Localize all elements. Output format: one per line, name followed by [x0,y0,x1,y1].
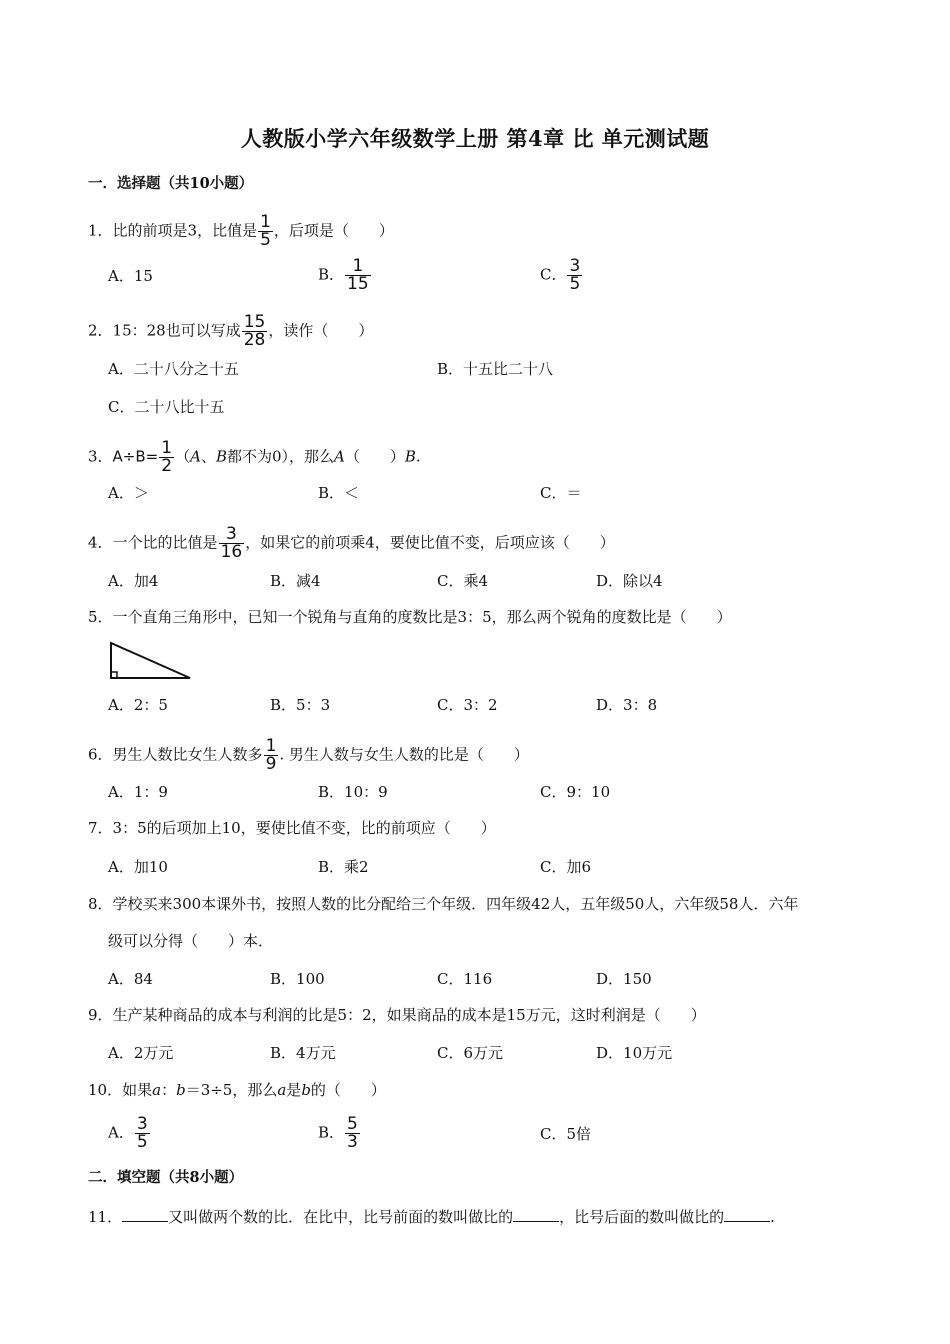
option-b[interactable]: B．＜ [318,484,360,502]
option-a[interactable]: A．＞ [108,484,149,502]
answer-blank[interactable] [122,1207,168,1222]
question-8: 8．学校买来300本课外书，按照人数的比分配给三个年级．四年级42人，五年级50人，六年级58人．六年 [88,895,799,913]
option-d[interactable]: D．除以4 [596,572,663,590]
fraction: $\frac{3}{5}$ [569,256,581,294]
option-b[interactable]: B．4万元 [270,1044,336,1062]
option-d[interactable]: D．3：8 [596,696,658,714]
fraction: $\frac{1}{2}$ [161,438,173,476]
question-11: 11． 又叫做两个数的比．在比中，比号前面的数叫做比的 ，比号后面的数叫做比的 . [88,1208,775,1226]
option-a[interactable]: A．加4 [108,572,159,590]
question-4: 4．一个比的比值是 $\frac{3}{16}$ ，如果它的前项乘4，要使比值不变，后项应该（ ） [88,524,615,562]
section-heading-choice: 一．选择题（共10小题） [88,175,254,192]
option-b[interactable]: B．5：3 [270,696,331,714]
fraction: $\frac{5}{3}$ [347,1114,358,1152]
question-text: ，后项是（ ） [273,221,394,240]
question-text: 比的前项是3，比值是 [112,221,258,240]
question-9: 9．生产某种商品的成本与利润的比是5：2，如果商品的成本是15万元，这时利润是（ ） [88,1006,706,1024]
option-b[interactable]: B．100 [270,970,325,988]
option-c[interactable]: C．二十八比十五 [108,398,225,416]
option-b[interactable]: B．十五比二十八 [437,360,554,378]
option-c[interactable]: C．3：2 [437,696,498,714]
option-c[interactable]: C．加6 [540,858,592,876]
option-a[interactable]: A．二十八分之十五 [108,360,239,378]
option-a[interactable]: A．加10 [108,858,168,876]
fraction: $\frac{1}{5}$ [260,212,271,250]
fraction: $\frac{15}{28}$ [243,312,266,350]
question-8-continued: 级可以分得（ ）本． [108,932,274,950]
option-b[interactable]: B． $\frac{1}{15}$ [318,256,369,294]
option-d[interactable]: D．10万元 [596,1044,673,1062]
option-b[interactable]: B．10：9 [318,783,388,801]
answer-blank[interactable] [513,1207,559,1222]
page-title: 人教版小学六年级数学上册 第4章 比 单元测试题 [240,126,710,151]
option-a[interactable]: A． $\frac{3}{5}$ [108,1114,148,1152]
option-c[interactable]: C．＝ [540,484,582,502]
option-a[interactable]: A．2：5 [108,696,168,714]
option-c[interactable]: C．116 [437,970,493,988]
option-a[interactable]: A．2万元 [108,1044,174,1062]
option-c[interactable]: C．5倍 [540,1125,592,1143]
option-c[interactable]: C．乘4 [437,572,489,590]
fraction: $\frac{1}{9}$ [265,736,277,774]
option-b[interactable]: B．减4 [270,572,321,590]
question-10: 10．如果a：b＝3÷5，那么a是b的（ ） [88,1081,386,1099]
question-5: 5．一个直角三角形中，已知一个锐角与直角的度数比是3：5，那么两个锐角的度数比是（ ） [88,608,732,626]
option-c[interactable]: C．6万元 [437,1044,504,1062]
option-d[interactable]: D．150 [596,970,652,988]
option-c[interactable]: C． $\frac{3}{5}$ [540,256,581,294]
right-triangle-figure [108,640,194,682]
option-a[interactable]: A．1：9 [108,783,168,801]
fraction: $\frac{1}{15}$ [347,256,369,294]
option-b[interactable]: B． $\frac{5}{3}$ [318,1114,358,1152]
question-2: 2．15：28也可以写成 $\frac{15}{28}$ ，读作（ ） [88,312,374,350]
question-6: 6．男生人数比女生人数多 $\frac{1}{9}$ . 男生人数与女生人数的比是（ ） [88,736,529,774]
option-b[interactable]: B．乘2 [318,858,369,876]
option-a[interactable]: A．15 [108,267,153,285]
fraction: $\frac{3}{16}$ [220,524,243,562]
option-a[interactable]: A．84 [108,970,153,988]
question-number: 1． [88,221,113,240]
fraction: $\frac{3}{5}$ [136,1114,148,1152]
answer-blank[interactable] [724,1207,770,1222]
question-7: 7．3：5的后项加上10，要使比值不变，比的前项应（ ） [88,819,496,837]
question-3: 3．A÷B= $\frac{1}{2}$ （A、B都不为0），那么A（ ）B. [88,438,421,476]
section-heading-fill-blank: 二．填空题（共8小题） [88,1169,244,1186]
question-1 [88,214,394,249]
option-c[interactable]: C．9：10 [540,783,611,801]
